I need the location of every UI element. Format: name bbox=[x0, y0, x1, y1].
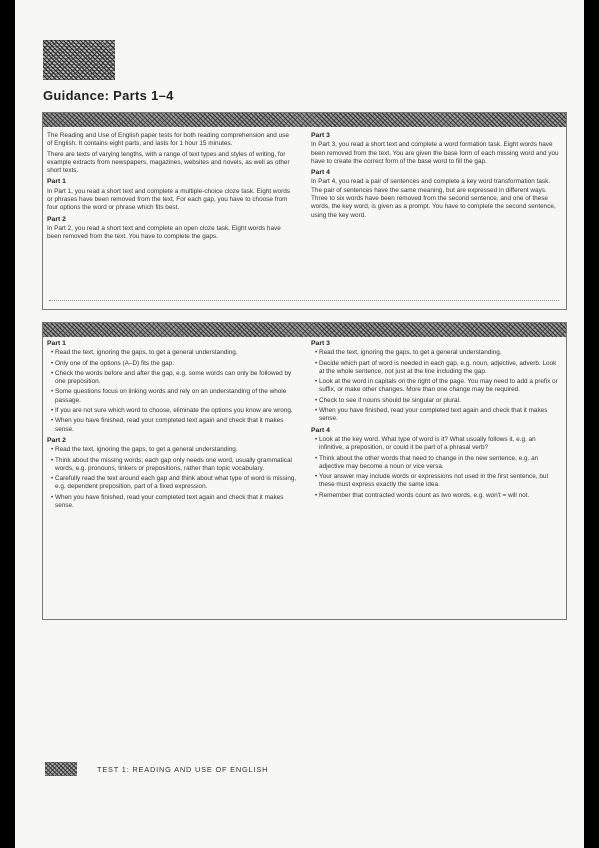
footer-title: TEST 1: READING AND USE OF ENGLISH bbox=[97, 765, 269, 774]
list-item: • Read the text, ignoring the gaps, to get a general understanding. bbox=[319, 349, 561, 357]
part1-description: In Part 1, you read a short text and complete a multiple-choice cloze task. Eight words or phrases have been removed from the text. For each gap, you have to choose from four options the word or phrase which fits best. bbox=[47, 187, 290, 212]
list-item: • Read the text, ignoring the gaps, to get a general understanding. bbox=[55, 446, 297, 454]
document-page bbox=[15, 0, 584, 848]
page-title: Guidance: Parts 1–4 bbox=[43, 88, 174, 103]
intro-paragraph-2: There are texts of varying lengths, with a range of text types and styles of writing, for example extracts from newspapers, magazines, websites and novels, as well as other short texts. bbox=[47, 150, 290, 175]
tips-left-column bbox=[47, 340, 297, 512]
list-item: • Think about the missing words; each gap only needs one word, usually grammatical words, e.g. pronouns, linkers or prepositions, rather than topic vocabulary. bbox=[55, 457, 297, 474]
list-item: • Check to see if nouns should be singular or plural. bbox=[319, 397, 561, 405]
tips-right-column bbox=[311, 340, 561, 502]
tips-part2-list bbox=[47, 446, 297, 510]
tips-part3-list bbox=[311, 349, 561, 423]
part4-heading: Part 4 bbox=[311, 169, 330, 177]
panel-header-band bbox=[43, 323, 566, 337]
divider bbox=[49, 300, 559, 302]
list-item: • Look at the word in capitals on the right of the page. You may need to add a prefix or suffix, or make other changes. More than one change may be required. bbox=[319, 378, 561, 395]
list-item: • Remember that contracted words count as two words, e.g. won't = will not. bbox=[319, 492, 561, 500]
list-item: • Carefully read the text around each gap and think about what type of word is missing, e.g. dependent preposition, part of a fixed expression. bbox=[55, 475, 297, 492]
part2-heading: Part 2 bbox=[47, 215, 66, 223]
list-item: • Check the words before and after the gap, e.g. some words can only be followed by one preposition. bbox=[55, 370, 297, 387]
tips-part1-heading: Part 1 bbox=[47, 340, 66, 347]
test-logo bbox=[43, 40, 115, 80]
tips-part1-list bbox=[47, 349, 297, 434]
part2-description: In Part 2, you read a short text and complete an open cloze task. Eight words have been removed from the text. You have to complete the gaps. bbox=[47, 224, 281, 241]
list-item: • Read the text, ignoring the gaps, to get a general understanding. bbox=[55, 349, 297, 357]
list-item: • Your answer may include words or expressions not used in the first sentence, but these must express exactly the same idea. bbox=[319, 473, 561, 490]
part3-description: In Part 3, you read a short text and complete a word formation task. Eight words have been removed from the text. You are given the base form of each missing word and you have to create the correct form of the base word to fill the gap. bbox=[311, 141, 559, 165]
tips-part4-list bbox=[311, 436, 561, 500]
list-item: • If you are not sure which word to choose, eliminate the options you know are wrong. bbox=[55, 407, 297, 415]
part4-description: In Part 4, you read a pair of sentences and complete a key word transformation task. The pair of sentences have the same meaning, but are expressed in different ways. Three to six words have been removed from the second sentence, and one of these words, the key word, is given as a prompt. You have to complete the second sentence, using the key word. bbox=[311, 178, 556, 219]
list-item: • Some questions focus on linking words and rely on an understanding of the whole passage. bbox=[55, 388, 297, 405]
tips-part2-heading: Part 2 bbox=[47, 436, 66, 444]
list-item: • When you have finished, read your completed text again and check that it makes sense. bbox=[55, 417, 297, 434]
panel-header-band bbox=[43, 113, 566, 127]
overview-left-column bbox=[47, 132, 293, 244]
intro-paragraph-1: The Reading and Use of English paper tests for both reading comprehension and use of English. It contains eight parts, and lasts for 1 hour 15 minutes. bbox=[47, 132, 289, 148]
list-item: • When you have finished, read your completed text again and check that it makes sense. bbox=[55, 494, 297, 511]
part1-heading: Part 1 bbox=[47, 178, 66, 186]
list-item: • Think about the other words that need to change in the new sentence, e.g. an adjective may become a noun or vice versa. bbox=[319, 455, 561, 472]
list-item: • Only one of the options (A–D) fits the gap. bbox=[55, 360, 297, 368]
list-item: • Decide which part of word is needed in each gap, e.g. noun, adjective, adverb. Look at the whole sentence, not just at the line including the gap. bbox=[319, 360, 561, 377]
part3-heading: Part 3 bbox=[311, 132, 330, 139]
list-item: • Look at the key word. What type of word is it? What usually follows it, e.g. an infinitive, a preposition, or could it be part of a phrasal verb? bbox=[319, 436, 561, 453]
overview-right-column bbox=[311, 132, 559, 222]
page-number-logo bbox=[45, 762, 77, 776]
tips-part4-heading: Part 4 bbox=[311, 426, 330, 434]
tips-part3-heading: Part 3 bbox=[311, 340, 330, 347]
list-item: • When you have finished, read your completed text again and check that it makes sense. bbox=[319, 407, 561, 424]
